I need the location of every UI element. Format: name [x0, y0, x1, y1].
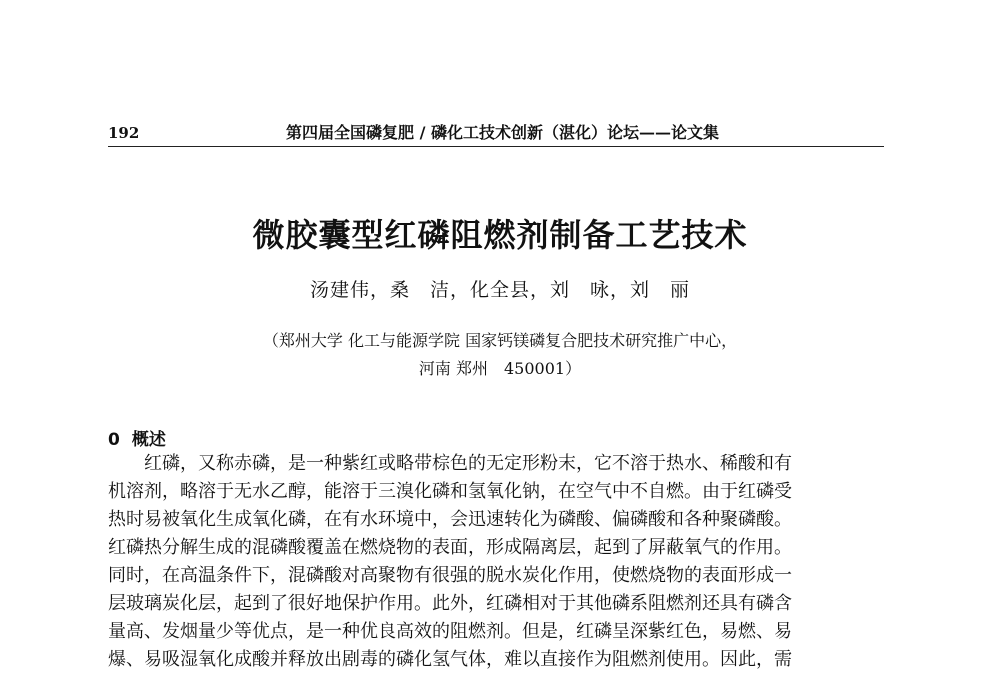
paper-title: 微胶囊型红磷阻燃剂制备工艺技术 — [252, 216, 748, 254]
section-heading — [108, 425, 166, 450]
affiliation-line: 河南 郑州 450001） — [418, 359, 582, 378]
section-title: 概述 — [131, 430, 166, 450]
affiliation-line: （郑州大学 化工与能源学院 国家钙镁磷复合肥技术研究推广中心， — [262, 331, 738, 350]
header-rule — [108, 146, 884, 147]
body-line: 红磷热分解生成的混磷酸覆盖在燃烧物的表面，形成隔离层，起到了屏蔽氧气的作用。 — [108, 537, 792, 558]
body-line: 红磷，又称赤磷，是一种紫红或略带棕色的无定形粉末，它不溶于热水、稀酸和有 — [144, 453, 792, 474]
body-line: 爆、易吸湿氧化成酸并释放出剧毒的磷化氢气体，难以直接作为阻燃剂使用。因此，需 — [108, 649, 792, 670]
body-paragraph — [108, 450, 884, 674]
body-line: 同时，在高温条件下，混磷酸对高聚物有很强的脱水炭化作用，使燃烧物的表面形成一 — [108, 565, 792, 586]
body-line: 机溶剂，略溶于无水乙醇，能溶于三溴化磷和氢氧化钠，在空气中不自燃。由于红磷受 — [108, 481, 792, 502]
body-line: 热时易被氧化生成氧化磷，在有水环境中，会迅速转化为磷酸、偏磷酸和各种聚磷酸。 — [108, 509, 792, 530]
body-line: 量高、发烟量少等优点，是一种优良高效的阻燃剂。但是，红磷呈深紫红色，易燃、易 — [108, 621, 792, 642]
section-number: 0 — [108, 430, 120, 450]
body-line: 层玻璃炭化层，起到了很好地保护作用。此外，红磷相对于其他磷系阻燃剂还具有磷含 — [108, 593, 792, 614]
page-number: 192 — [108, 124, 140, 142]
affiliation — [0, 327, 1000, 383]
running-title: 第四届全国磷复肥 / 磷化工技术创新（湛化）论坛——论文集 — [286, 123, 719, 142]
author-list: 汤建伟，桑 洁，化全县，刘 咏，刘 丽 — [309, 279, 690, 301]
running-header — [108, 120, 884, 144]
